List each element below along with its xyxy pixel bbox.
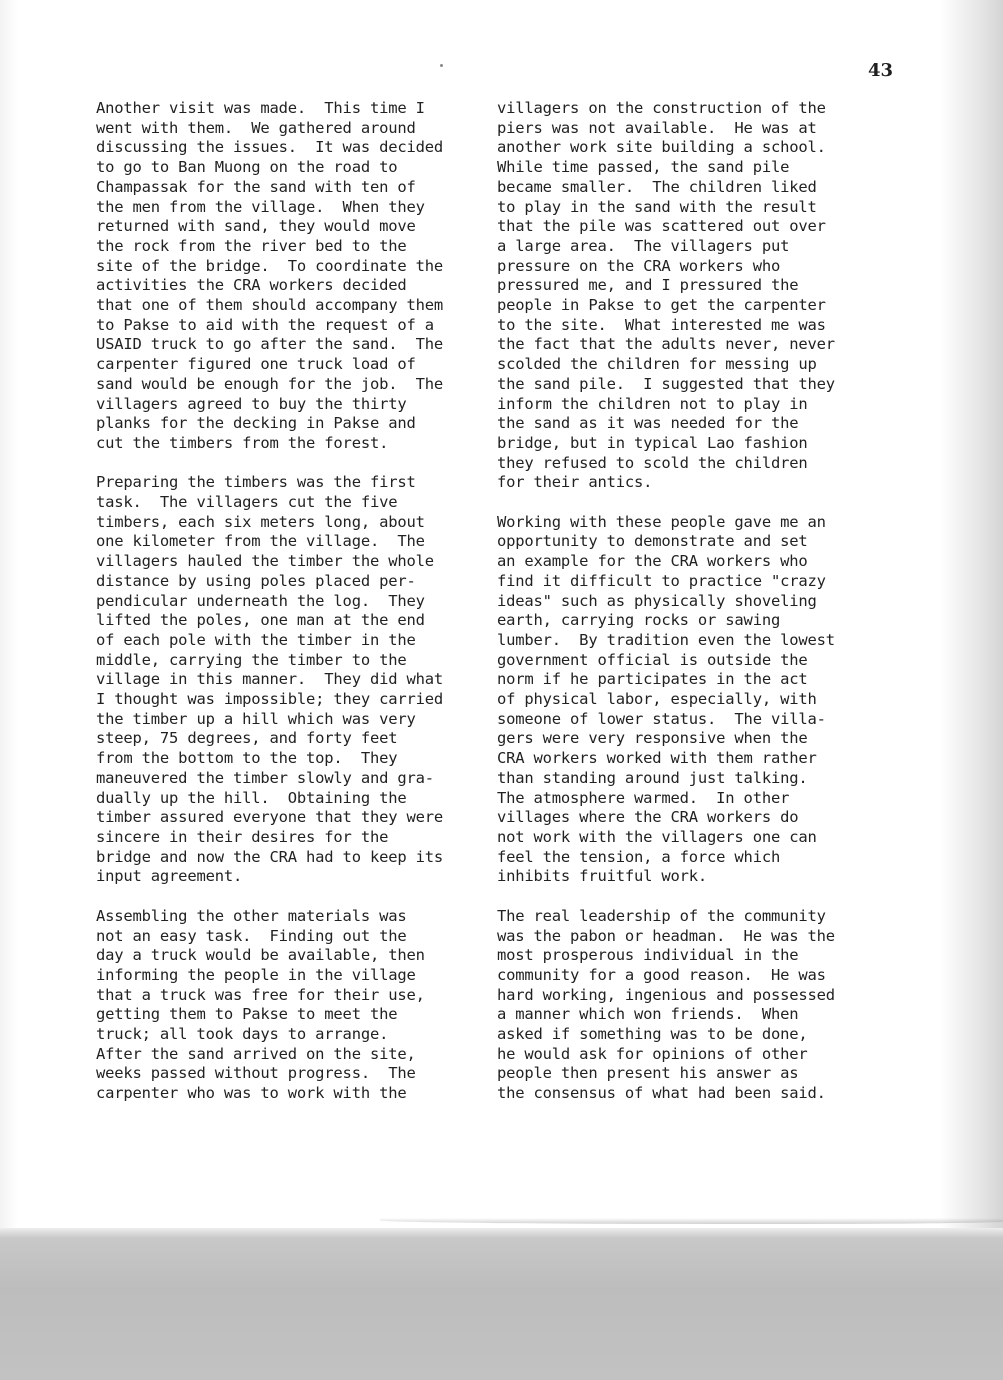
text-line: lifted the poles, one man at the end (96, 611, 425, 630)
text-line: carpenter figured one truck load of (96, 355, 416, 374)
text-line: Champassak for the sand with ten of (96, 177, 416, 196)
text-line: scolded the children for messing up (497, 355, 817, 374)
text-line: dually up the hill. Obtaining the (96, 788, 407, 807)
text-line: planks for the decking in Pakse and (96, 414, 416, 433)
text-line: norm if he participates in the act (497, 670, 808, 689)
text-line: the timber up a hill which was very (96, 709, 416, 728)
page-number: 43 (868, 60, 894, 81)
text-line: a manner which won friends. When (497, 1005, 799, 1024)
text-line: feel the tension, a force which (497, 847, 781, 866)
text-line: people in Pakse to get the carpenter (497, 296, 826, 315)
text-line: pendicular underneath the log. They (96, 591, 425, 610)
text-line: lumber. By tradition even the lowest (497, 630, 835, 649)
scan-speck (440, 64, 443, 67)
text-line: the fact that the adults never, never (497, 335, 835, 354)
text-line: Assembling the other materials was (96, 906, 407, 925)
scan-shadow-bottom (0, 1228, 1003, 1380)
text-line: not an easy task. Finding out the (96, 926, 407, 945)
text-line: returned with sand, they would move (96, 217, 416, 236)
text-line: earth, carrying rocks or sawing (497, 611, 781, 630)
text-line: not work with the villagers one can (497, 828, 817, 846)
text-line: truck; all took days to arrange. (96, 1025, 389, 1044)
text-line: community for a good reason. He was (497, 965, 826, 984)
text-line: input agreement. (96, 867, 243, 886)
text-line: bridge, but in typical Lao fashion (497, 433, 808, 452)
text-line: the sand as it was needed for the (497, 414, 799, 433)
text-line: another work site building a school. (497, 138, 826, 157)
text-line: ideas" such as physically shoveling (497, 591, 817, 610)
text-line: Another visit was made. This time I (96, 99, 425, 117)
text-line: one kilometer from the village. The (96, 532, 425, 551)
text-line: an example for the CRA workers who (497, 552, 808, 571)
text-line: government official is outside the (497, 650, 808, 669)
text-line: pressure on the CRA workers who (497, 256, 781, 275)
right-paragraph-1 (497, 99, 907, 493)
text-line: The atmosphere warmed. In other (497, 788, 790, 807)
text-line: weeks passed without progress. The (96, 1064, 416, 1083)
text-line: that a truck was free for their use, (96, 985, 425, 1004)
text-line: inform the children not to play in (497, 394, 808, 413)
text-line: The real leadership of the community (497, 906, 826, 925)
text-line: was the pabon or headman. He was the (497, 926, 835, 945)
text-line: for their antics. (497, 473, 653, 492)
text-line: that one of them should accompany them (96, 296, 444, 315)
text-line: inhibits fruitful work. (497, 867, 708, 886)
text-line: gers were very responsive when the (497, 729, 808, 748)
text-line: the consensus of what had been said. (497, 1084, 826, 1103)
text-line: people then present his answer as (497, 1064, 799, 1083)
text-line: day a truck would be available, then (96, 946, 425, 965)
right-paragraph-2 (497, 513, 907, 887)
text-line: of each pole with the timber in the (96, 630, 416, 649)
text-line: became smaller. The children liked (497, 177, 817, 196)
text-line: to go to Ban Muong on the road to (96, 158, 398, 177)
text-line: distance by using poles placed per- (96, 571, 416, 590)
left-paragraph-1 (96, 99, 496, 454)
text-line: discussing the issues. It was decided (96, 138, 444, 157)
text-line: middle, carrying the timber to the (96, 650, 407, 669)
text-line: sand would be enough for the job. The (96, 374, 444, 393)
text-line: to Pakse to aid with the request of a (96, 315, 434, 334)
text-line: from the bottom to the top. They (96, 749, 398, 768)
text-line: activities the CRA workers decided (96, 276, 407, 295)
text-line: went with them. We gathered around (96, 118, 416, 137)
text-line: Preparing the timbers was the first (96, 473, 416, 492)
text-line: piers was not available. He was at (497, 118, 817, 137)
text-line: a large area. The villagers put (497, 236, 790, 255)
text-line: pressured me, and I pressured the (497, 276, 799, 295)
right-column (497, 99, 907, 1124)
text-line: of physical labor, especially, with (497, 690, 817, 709)
left-column (96, 99, 496, 1124)
text-line: While time passed, the sand pile (497, 158, 790, 177)
text-line: most prosperous individual in the (497, 946, 799, 965)
text-line: villagers on the construction of the (497, 99, 826, 117)
text-line: sincere in their desires for the (96, 828, 389, 846)
text-line: hard working, ingenious and possessed (497, 985, 835, 1004)
text-line: villages where the CRA workers do (497, 808, 799, 827)
text-line: USAID truck to go after the sand. The (96, 335, 444, 354)
text-line: Working with these people gave me an (497, 512, 826, 531)
text-line: task. The villagers cut the five (96, 493, 398, 512)
text-line: villagers agreed to buy the thirty (96, 394, 407, 413)
text-line: they refused to scold the children (497, 453, 808, 472)
text-line: villagers hauled the timber the whole (96, 552, 434, 571)
page-edge-curl (380, 1218, 1003, 1224)
text-line: informing the people in the village (96, 965, 416, 984)
text-line: I thought was impossible; they carried (96, 690, 444, 709)
text-line: site of the bridge. To coordinate the (96, 256, 444, 275)
text-line: bridge and now the CRA had to keep its (96, 847, 444, 866)
text-line: getting them to Pakse to meet the (96, 1005, 398, 1024)
text-line: someone of lower status. The villa- (497, 709, 826, 728)
text-line: village in this manner. They did what (96, 670, 444, 689)
text-line: cut the timbers from the forest. (96, 433, 389, 452)
text-line: find it difficult to practice "crazy (497, 571, 826, 590)
right-paragraph-3 (497, 907, 907, 1104)
text-line: timbers, each six meters long, about (96, 512, 425, 531)
text-line: the men from the village. When they (96, 197, 425, 216)
text-line: steep, 75 degrees, and forty feet (96, 729, 398, 748)
left-paragraph-2 (96, 473, 496, 887)
text-line: asked if something was to be done, (497, 1025, 808, 1044)
text-line: carpenter who was to work with the (96, 1084, 407, 1103)
text-line: After the sand arrived on the site, (96, 1044, 416, 1063)
text-line: to play in the sand with the result (497, 197, 817, 216)
text-line: opportunity to demonstrate and set (497, 532, 808, 551)
text-line: that the pile was scattered out over (497, 217, 826, 236)
text-line: timber assured everyone that they were (96, 808, 444, 827)
text-line: the rock from the river bed to the (96, 236, 407, 255)
text-line: the sand pile. I suggested that they (497, 374, 835, 393)
text-line: CRA workers worked with them rather (497, 749, 817, 768)
left-paragraph-3 (96, 907, 496, 1104)
text-line: maneuvered the timber slowly and gra- (96, 768, 434, 787)
text-line: than standing around just talking. (497, 768, 808, 787)
text-line: to the site. What interested me was (497, 315, 826, 334)
text-line: he would ask for opinions of other (497, 1044, 808, 1063)
